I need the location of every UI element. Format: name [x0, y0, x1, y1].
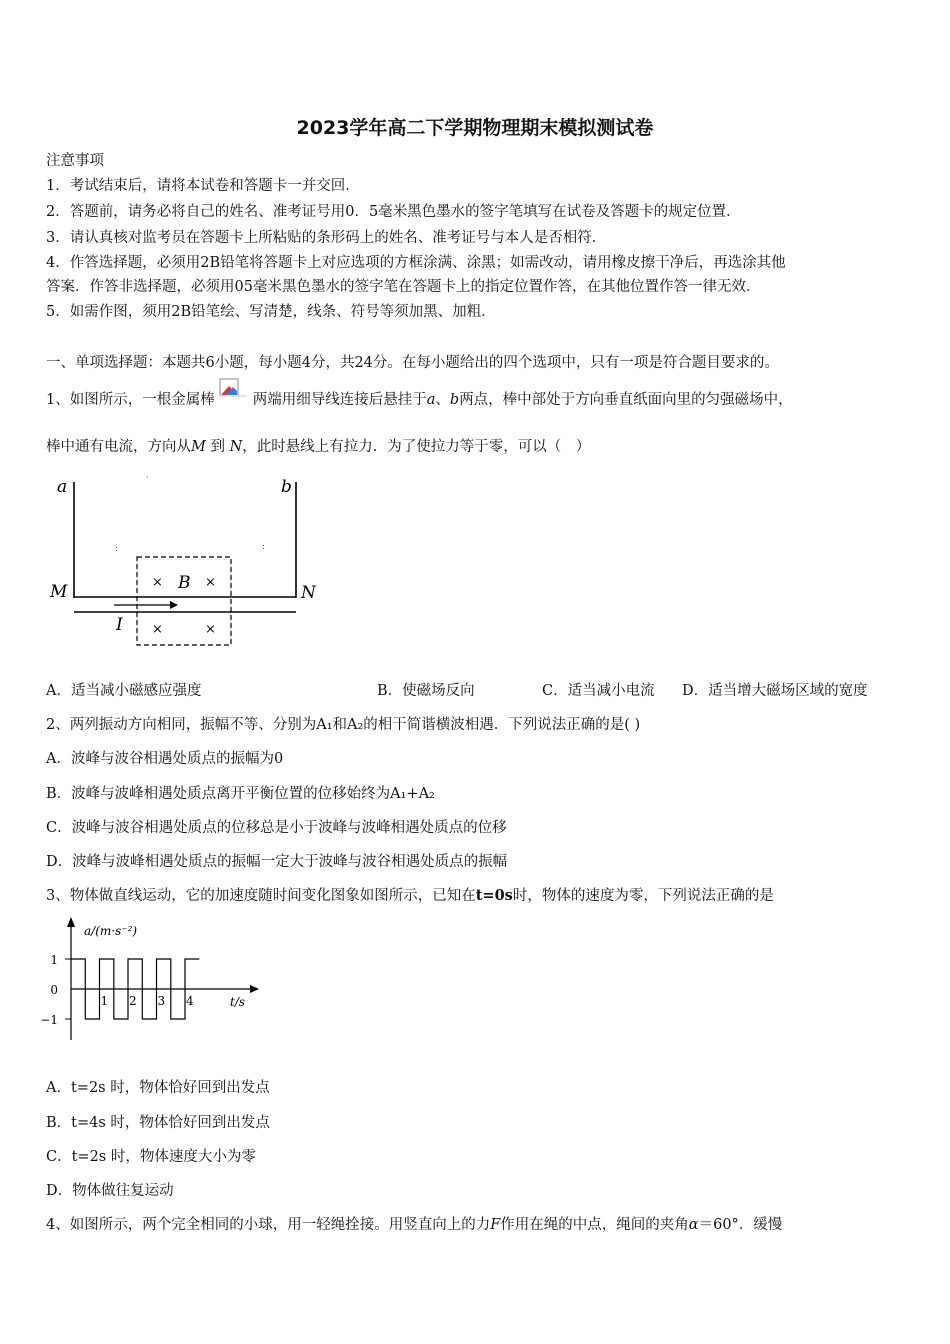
q2-stem: 2、两列振动方向相同，振幅不等、分别为A₁和A₂的相干简谐横波相遇．下列说法正确的是( )	[46, 717, 641, 733]
notice-item: 4．作答选择题，必须用2B铅笔将答题卡上对应选项的方框涂满、涂黑；如需改动，请用橡皮擦干净后，再选涂其他	[46, 255, 786, 271]
svg-text::: :	[115, 544, 119, 554]
q1-label-n: N	[229, 439, 243, 455]
q1-text: 、	[435, 392, 450, 408]
q2-option-b: B．波峰与波峰相遇处质点离开平衡位置的位移始终为A₁+A₂	[46, 786, 435, 802]
q1-text: 到	[210, 439, 225, 455]
q3-t0: t=0s	[475, 887, 513, 904]
y-axis-label: a/(m·s⁻²)	[84, 924, 138, 938]
x-axis-label: t/s	[230, 995, 246, 1009]
x-tick-label: 2	[129, 994, 137, 1008]
y-axis-arrow	[67, 917, 75, 927]
x-axis-arrow	[250, 985, 259, 993]
q3-option-c: C．t=2s 时，物体速度大小为零	[46, 1149, 256, 1165]
q4-alpha: α	[688, 1217, 699, 1233]
y-tick-label: −1	[40, 1013, 58, 1027]
q3-text: 时，物体的速度为零，下列说法正确的是	[512, 888, 774, 904]
field-x-mark: ×	[205, 622, 216, 637]
current-arrow-head	[170, 601, 178, 609]
q4-text: 4、如图所示，两个完全相同的小球，用一轻绳拴接。用竖直向上的力	[46, 1217, 491, 1233]
notice-item: 1．考试结束后，请将本试卷和答题卡一并交回．	[46, 178, 360, 194]
q1-stem-line2	[46, 437, 590, 457]
q1-stem-line1	[46, 388, 793, 412]
q3-text: 3、物体做直线运动，它的加速度随时间变化图象如图所示，已知在	[46, 888, 476, 904]
q3-stem	[46, 886, 774, 906]
q1-point-b: b	[449, 392, 460, 408]
q2-option-a: A．波峰与波谷相遇处质点的振幅为0	[46, 751, 284, 767]
q1-option-a: A．适当减小磁感应强度	[46, 683, 202, 699]
q3-option-b: B．t=4s 时，物体恰好回到出发点	[46, 1115, 270, 1131]
q1-option-b: B．使磁场反向	[377, 683, 475, 699]
y-tick-label: 1	[50, 953, 58, 967]
fig-label-i: I	[116, 615, 123, 635]
x-tick-label: 4	[186, 994, 194, 1008]
notice-item: 答案．作答非选择题，必须用05毫米黑色墨水的签字笔在答题卡上的指定位置作答，在其他位置作答一律无效．	[46, 279, 761, 295]
section-heading: 一、单项选择题：本题共6小题，每小题4分，共24分。在每小题给出的四个选项中，只有一项是符合题目要求的。	[46, 355, 779, 371]
q1-text: 两端用细导线连接后悬挂于	[252, 392, 427, 408]
field-x-mark: ×	[205, 575, 216, 590]
svg-text::: :	[262, 542, 266, 552]
q2-option-c: C．波峰与波谷相遇处质点的位移总是小于波峰与波峰相遇处质点的位移	[46, 820, 507, 836]
notice-item: 3．请认真核对监考员在答题卡上所粘贴的条形码上的姓名、准考证号与本人是否相符．	[46, 230, 607, 246]
q2-option-d: D．波峰与波峰相遇处质点的振幅一定大于波峰与波谷相遇处质点的振幅	[46, 854, 508, 870]
y-tick-label: 0	[50, 983, 58, 997]
svg-text:·: ·	[146, 473, 149, 482]
notice-item: 5．如需作图，须用2B铅笔绘、写清楚，线条、符号等须加黑、加粗．	[46, 304, 496, 320]
q3-option-a: A．t=2s 时，物体恰好回到出发点	[46, 1080, 270, 1096]
notice-heading: 注意事项	[46, 153, 104, 169]
q1-text: 棒中通有电流，方向从	[46, 439, 191, 455]
q1-label-m: M	[191, 439, 206, 455]
q1-point-a: a	[426, 392, 436, 408]
fig-label-b-field: B	[178, 573, 191, 593]
q4-force-f: F	[490, 1217, 501, 1233]
q1-text: ，此时悬线上有拉力．为了使拉力等于零，可以（ ）	[242, 439, 591, 455]
q4-text: ＝60°．缓慢	[698, 1217, 783, 1233]
q1-text: 1、如图所示，一根金属棒	[46, 392, 215, 408]
q1-option-d: D．适当增大磁场区域的宽度	[682, 683, 868, 699]
x-tick-label: 3	[157, 994, 166, 1008]
fig-label-m: M	[50, 582, 68, 602]
broken-image-icon	[217, 388, 251, 412]
fig-label-b: b	[281, 477, 292, 497]
x-tick-label: 1	[100, 994, 109, 1008]
page-title: 2023学年高二下学期物理期末模拟测试卷	[296, 117, 654, 139]
acceleration-chart	[40, 915, 260, 1045]
q4-stem	[46, 1215, 782, 1235]
field-x-mark: ×	[152, 622, 163, 637]
q3-option-d: D．物体做往复运动	[46, 1183, 174, 1199]
q1-figure	[40, 470, 330, 655]
field-x-mark: ×	[152, 575, 163, 590]
q1-option-c: C．适当减小电流	[542, 683, 655, 699]
fig-label-a: a	[57, 477, 68, 497]
notice-item: 2．答题前，请务必将自己的姓名、准考证号用0．5毫米黑色墨水的签字笔填写在试卷及答题卡的规定位置．	[46, 204, 741, 220]
fig-label-n: N	[301, 583, 316, 603]
q4-text: 作用在绳的中点，绳间的夹角	[500, 1217, 689, 1233]
q1-text: 两点，棒中部处于方向垂直纸面向里的匀强磁场中，	[459, 392, 793, 408]
